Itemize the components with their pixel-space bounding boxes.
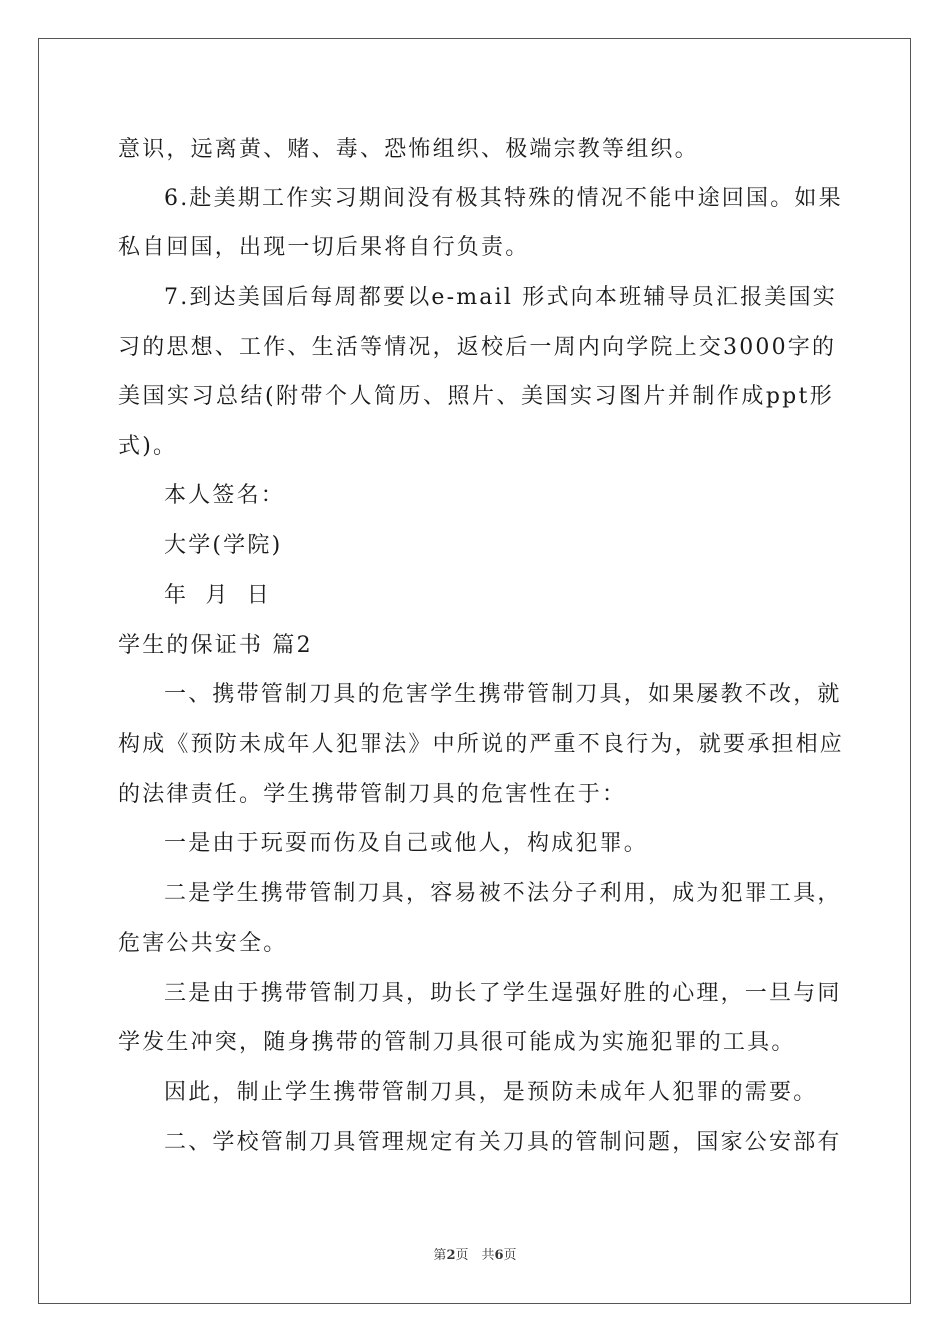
text-line: 意识，远离黄、赌、毒、恐怖组织、极端宗教等组织。 <box>118 137 699 162</box>
page-border <box>38 38 911 1304</box>
date-label: 年 月 日 <box>164 583 271 608</box>
total-pages-number: 6 <box>494 1248 504 1263</box>
text-line: 一是由于玩耍而伤及自己或他人，构成犯罪。 <box>164 831 649 856</box>
text-line: 一、携带管制刀具的危害学生携带管制刀具，如果屡教不改，就 <box>164 682 842 707</box>
current-page-number: 2 <box>446 1248 456 1263</box>
text-line: 式)。 <box>118 434 178 459</box>
section-heading: 学生的保证书 篇2 <box>118 633 313 658</box>
text-line: 学发生冲突，随身携带的管制刀具很可能成为实施犯罪的工具。 <box>118 1030 796 1055</box>
text-line: 二是学生携带管制刀具，容易被不法分子利用，成为犯罪工具， <box>164 881 842 906</box>
text-line: 二、学校管制刀具管理规定有关刀具的管制问题，国家公安部有 <box>164 1130 842 1155</box>
footer-middle: 页 共 <box>455 1248 495 1263</box>
footer-prefix: 第 <box>433 1248 447 1263</box>
text-line: 因此，制止学生携带管制刀具，是预防未成年人犯罪的需要。 <box>164 1080 818 1105</box>
text-line: 危害公共安全。 <box>118 931 288 956</box>
text-line: 7.到达美国后每周都要以e-mail 形式向本班辅导员汇报美国实 <box>164 285 837 310</box>
text-line: 6.赴美期工作实习期间没有极其特殊的情况不能中途回国。如果 <box>164 186 843 211</box>
text-line: 美国实习总结(附带个人简历、照片、美国实习图片并制作成ppt形 <box>118 384 834 409</box>
footer-suffix: 页 <box>503 1248 517 1263</box>
text-line: 私自回国，出现一切后果将自行负责。 <box>118 235 530 260</box>
text-line: 习的思想、工作、生活等情况，返校后一周内向学院上交3000字的 <box>118 335 837 360</box>
text-line: 的法律责任。学生携带管制刀具的危害性在于： <box>118 782 627 807</box>
signature-label: 本人签名： <box>164 483 286 508</box>
university-label: 大学(学院) <box>164 533 283 558</box>
text-line: 三是由于携带管制刀具，助长了学生逞强好胜的心理，一旦与同 <box>164 981 842 1006</box>
text-line: 构成《预防未成年人犯罪法》中所说的严重不良行为，就要承担相应 <box>118 732 845 757</box>
page-footer <box>0 1247 950 1265</box>
